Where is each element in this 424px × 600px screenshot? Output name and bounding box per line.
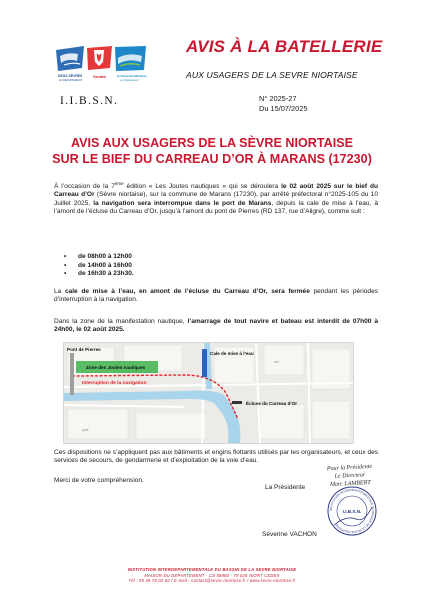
schedule-item: • de 16h30 à 23h30.: [64, 270, 134, 279]
deux-sevres-logo: [56, 46, 84, 82]
page-footer: [0, 567, 424, 584]
director-line-2: Le Directeur: [334, 472, 366, 480]
interruption-label: Interruption de la navigation: [82, 381, 147, 386]
slipway-paragraph: La cale de mise à l’eau, en amont de l’écluse du Carreau d’Or, sera fermée pendant les périodes d’interruption à la navigation.: [54, 288, 378, 304]
intro-paragraph: À l’occasion de la 7ème édition « Les Joutes nautiques » qui se déroulera le 02 août 2025 sur le bief du Carreau d’Or (Sèvre niortaise), sur la commune de Marans (17230), par arrêté préfectoral n°2025-105 du 10 Juillet 2025, la navigation sera interrompue dans le port de Marans, depuis la cale de mise à l’eau, à l’amont de l’écluse du Carreau d’Or, jusqu’à l’amont du pont de Pierres (RD 137, rue d’Aligre), comme suit :: [54, 180, 378, 216]
svg-text:Le Département: Le Département: [120, 79, 139, 82]
document-subtitle: AUX USAGERS DE LA SEVRE NIORTAISE: [186, 70, 358, 80]
closure-schedule: [64, 253, 134, 279]
footer-contact: Tél : 05 49 78 02 60 / E-mail : contact@sevre-niortaise.fr / www.sevre-niortaise.fr: [128, 578, 296, 584]
svg-text:INSTITUTION INTERDÉPARTEMENTAL: INSTITUTION INTERDÉPARTEMENTALE DU BASSIN DE LA SÈVRE NIORTAISE: [328, 487, 376, 535]
slipway-marker: [202, 349, 207, 377]
thanks-paragraph: Merci de votre compréhension.: [54, 477, 144, 484]
svg-text:DEUX-SÈVRES: DEUX-SÈVRES: [58, 74, 83, 78]
location-map: [63, 342, 354, 444]
notice-date: Du 15/07/2025: [259, 103, 308, 113]
svg-text:quai: quai: [82, 428, 89, 432]
svg-text:rue: rue: [274, 360, 279, 364]
charente-maritime-logo: [115, 46, 147, 82]
svg-text:la Charente-Maritime: la Charente-Maritime: [117, 74, 147, 78]
notice-heading: [0, 135, 424, 167]
svg-text:I.I.B.S.N.: I.I.B.S.N.: [342, 509, 362, 514]
exemption-paragraph: Ces dispositions ne s’appliquent pas aux bâtiments et engins flottants utilisés par les organisateurs, et ceux des services de secours, de gendarmerie et d’exploitation de la voie d’eau.: [54, 449, 378, 465]
department-logos: [54, 44, 148, 86]
president-name: Séverine VACHON: [262, 531, 317, 538]
schedule-item: • de 14h00 à 16h00: [64, 262, 134, 271]
zone-label: Zone des Joutes nautiques: [86, 365, 146, 370]
org-acronym: I.I.B.S.N.: [60, 95, 119, 107]
president-title: La Présidente: [265, 484, 306, 491]
notice-number: N° 2025-27: [259, 94, 297, 103]
heading-line-1: AVIS AUX USAGERS DE LA SÈVRE NIORTAISE: [71, 136, 353, 150]
notice-reference: [259, 94, 308, 113]
director-line-3: Marc LAMBERT: [329, 479, 371, 488]
schedule-item: • de 08h00 à 12h00: [64, 253, 134, 262]
official-stamp: [326, 485, 378, 537]
footer-address: MAISON DU DEPARTEMENT · CS 58880 · 79 028 NIORT CEDEX: [144, 572, 280, 578]
footer-org: INSTITUTION INTERDEPARTEMENTALE DU BASSIN DE LA SEVRE NIORTAISE: [127, 567, 297, 572]
svg-text:LE DÉPARTEMENT: LE DÉPARTEMENT: [59, 79, 83, 82]
director-line-1: Pour la Présidente: [326, 463, 373, 473]
vendee-logo: [87, 46, 112, 79]
lock-label: Écluse du Carreau d’Or: [246, 401, 298, 406]
bridge-label: Pont de Pierres: [67, 347, 101, 352]
mooring-paragraph: Dans la zone de la manifestation nautique, l’amarrage de tout navire et bateau est interdit de 07h00 à 24h00, le 02 août 2025.: [54, 318, 378, 334]
heading-line-2: SUR LE BIEF DU CARREAU D’OR À MARANS (17230): [52, 152, 372, 166]
document-title: AVIS À LA BATELLERIE: [186, 37, 383, 56]
svg-text:Vendée: Vendée: [93, 75, 107, 79]
slipway-label: Cale de mise à l’eau: [210, 351, 254, 356]
